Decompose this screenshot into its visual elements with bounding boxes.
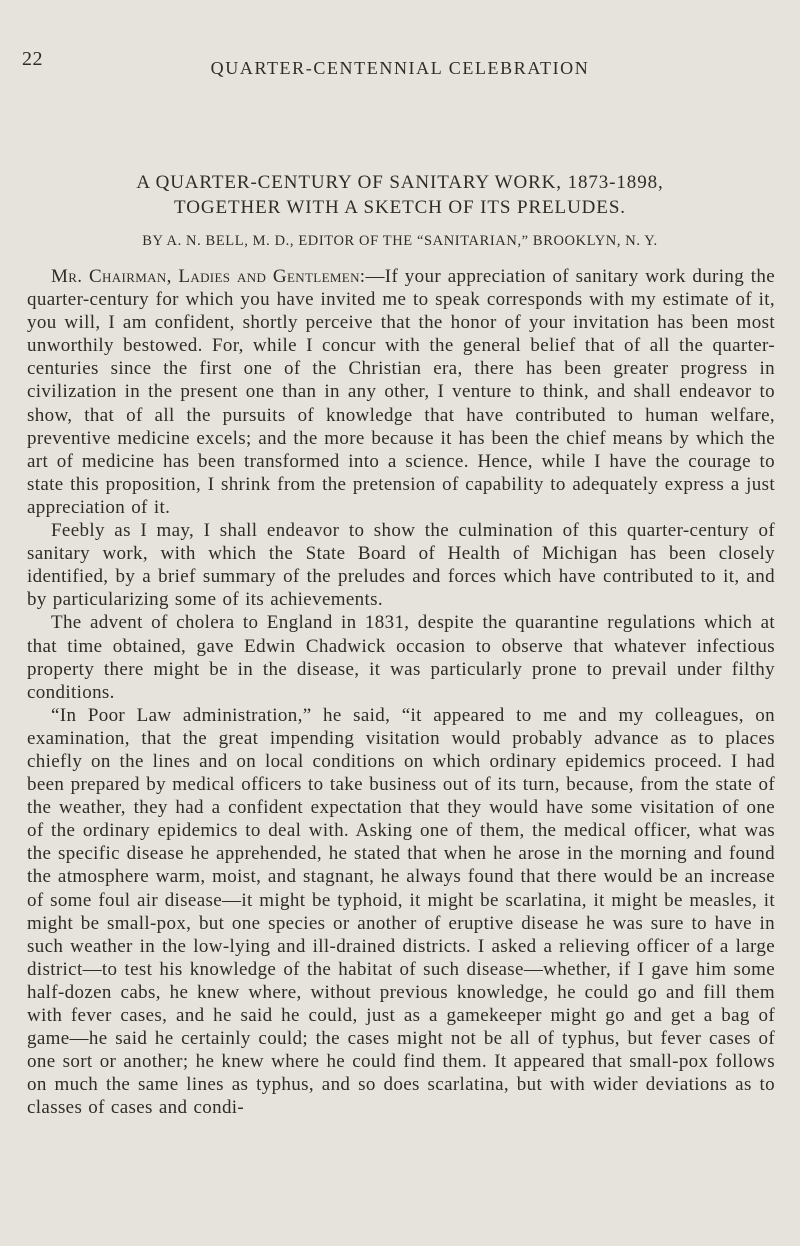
- article-title-line-1: A QUARTER-CENTURY OF SANITARY WORK, 1873-1898,: [136, 172, 664, 193]
- paragraph-1-text: —If your appreciation of sanitary work during the quarter-century for which you have invited me to speak corresponds with my estimate of it, you will, I am confident, shortly perceive that the honor of your invitation has been most unworthily bestowed. For, while I concur with the general belief that of all the quarter-centuries since the first one of the Christian era, there has been greater progress in civilization in the present one than in any other, I venture to think, and shall endeavor to show, that of all the pursuits of knowledge that have contributed to human welfare, preventive medicine excels; and the more because it has been the chief means by which the art of medicine has been transformed into a science. Hence, while I have the courage to state this proposition, I shrink from the pretension of capability to adequately express a just appreciation of it.: [27, 266, 775, 518]
- running-title: QUARTER-CENTENNIAL CELEBRATION: [210, 58, 590, 78]
- article-body: [27, 265, 775, 1119]
- paragraph-1: [27, 265, 775, 519]
- salutation: Mr. Chairman, Ladies and Gentlemen:: [51, 266, 366, 287]
- paragraph-4: “In Poor Law administration,” he said, “it appeared to me and my colleagues, on examination, that the great impending visitation would probably advance as to places chiefly on the lines and on local conditions on which ordinary epidemics proceed. I had been prepared by medical officers to take business out of its turn, because, from the state of the weather, they had a confident expectation that they would have some visitation of one of the ordinary epidemics to deal with. Asking one of them, the medical officer, what was the specific disease he apprehended, he stated that when he arose in the morning and found the atmosphere warm, moist, and stagnant, he always found that there would be an increase of some foul air disease—it might be typhoid, it might be scarlatina, it might be measles, it might be small-pox, but one species or another of eruptive disease he was sure to have in such weather in the low-lying and ill-drained districts. I asked a relieving officer of a large district—to test his knowledge of the habitat of such disease—whether, if I gave him some half-dozen cabs, he knew where, without previous knowledge, he could go and fill them with fever cases, and he said he could, just as a gamekeeper might go and get a bag of game—he said he certainly could; the cases might not be all of typhus, but fever cases of one sort or another; he knew where he could find them. It appeared that small-pox follows on much the same lines as typhus, and so does scarlatina, but with wider deviations as to classes of cases and condi-: [27, 704, 775, 1119]
- article-title-line-2: TOGETHER WITH A SKETCH OF ITS PRELUDES.: [174, 197, 626, 218]
- article-title: [60, 170, 740, 220]
- paragraph-2: Feebly as I may, I shall endeavor to show the culmination of this quarter-century of sanitary work, with which the State Board of Health of Michigan has been closely identified, by a brief summary of the preludes and forces which have contributed to it, and by particularizing some of its achievements.: [27, 520, 775, 611]
- paragraph-3: The advent of cholera to England in 1831, despite the quarantine regulations which at that time obtained, gave Edwin Chadwick occasion to observe that whatever infectious property there might be in the disease, it was particularly prone to prevail under filthy conditions.: [27, 612, 775, 703]
- article-byline: BY A. N. BELL, M. D., EDITOR OF THE “SANITARIAN,” BROOKLYN, N. Y.: [142, 233, 658, 249]
- page-number: 22: [22, 48, 43, 70]
